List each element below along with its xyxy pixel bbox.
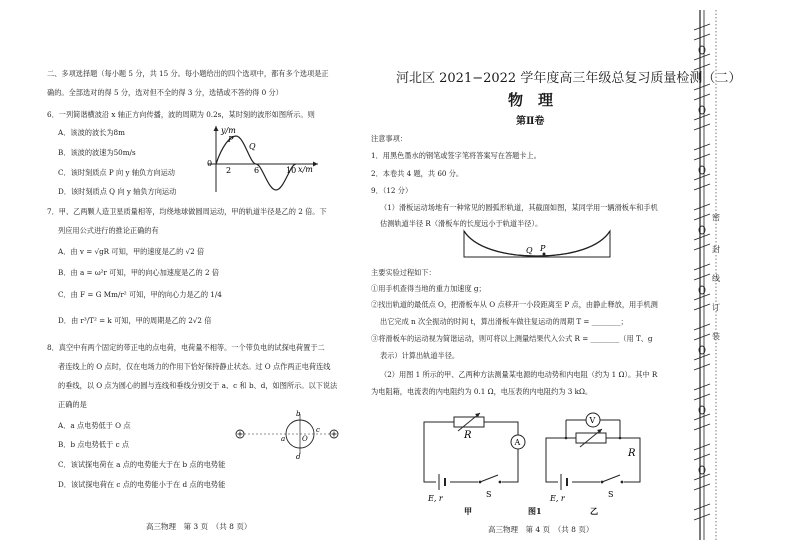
tick-6: 6 (254, 166, 260, 175)
resistor-label-jia: R (464, 430, 472, 441)
q7-option-b: B．由 a = ω²r 可知，甲的向心加速度是乙的 2 倍 (58, 268, 220, 277)
binding-char-xian: 线 (712, 274, 720, 283)
circuit-jia (418, 408, 526, 518)
q7-option-c: C．由 F = G Mm/r² 可知，甲的向心力是乙的 1/4 (58, 290, 222, 299)
point-b-label: b (296, 410, 301, 418)
q9-part1-text: （1）滑板运动场地有一种常见的圆弧形轨道，其截面如图，某同学用一辆滑板车和手机 (380, 203, 658, 212)
q6-option-c: C．该时刻质点 P 向 y 轴负方向运动 (58, 168, 175, 177)
q9-header: 9．（12 分） (371, 186, 413, 195)
binding-decoration (688, 0, 794, 550)
point-d-label: d (296, 453, 301, 460)
steps-header: 主要实验过程如下： (371, 268, 436, 277)
switch-label-jia: S (486, 490, 492, 499)
binding-char-zhuang: 装 (712, 332, 720, 341)
q8-option-c: C．该试探电荷在 a 点的电势能大于在 b 点的电势能 (58, 460, 226, 469)
circuit-yi-name: 乙 (590, 506, 598, 516)
binding-char-mi: 密 (712, 213, 720, 222)
source-label-jia: E, r (428, 494, 443, 503)
step-1: ①用手机查得当地的重力加速度 g； (371, 284, 486, 293)
tick-2: 2 (226, 166, 232, 175)
point-p-track-label: P (540, 244, 546, 253)
q9-part2-text-cont: 为电阻箱，电流表的内电阻约为 0.1 Ω，电压表的内电阻约为 3 kΩ。 (371, 387, 593, 396)
binding-margin (688, 0, 794, 550)
step-3: ③将滑板车的运动视为简谐运动，则可将以上测量结果代入公式 R = ________（用 T、g (371, 334, 653, 343)
right-page-footer: 高三物理 第 4 页 （共 8 页） (488, 525, 594, 534)
left-page-footer: 高三物理 第 3 页 （共 8 页） (146, 522, 252, 531)
section-header-cont: 确的。全部选对的得 5 分，选对但不全的得 3 分，选错或不答的得 0 分） (47, 88, 283, 97)
binding-char-feng: 封 (712, 245, 720, 254)
q9-part1-text-cont: 估测轨道半径 R（滑板车的长度远小于轨道半径）。 (380, 219, 543, 228)
step-3-cont: 表示）计算出轨道半径。 (380, 351, 460, 360)
notes-header: 注意事项： (371, 134, 407, 143)
q8-option-a: A．a 点电势低于 O 点 (58, 421, 131, 430)
q6-stem: 6．一列简谐横波沿 x 轴正方向传播，波的周期为 0.2s，某时刻的波形如图所示。则 (47, 110, 315, 119)
switch-label-yi: S (608, 490, 614, 499)
q8-stem-cont-2: 的垂线，以 O 点为圆心的圆与连线和垂线分别交于 a、c 和 b、d，如图所示。以下说法 (58, 381, 338, 390)
q8-stem: 8．真空中有两个固定的带正电的点电荷，电荷量不相等。一个带负电的试探电荷置于二 (47, 343, 325, 352)
y-axis-label: y/m (221, 126, 236, 135)
step-2: ②找出轨道的最低点 O，把滑板车从 O 点移开一小段距离至 P 点，由静止释放，用手机测 (371, 300, 658, 309)
source-label-yi: E, r (550, 494, 565, 503)
circuit-jia-name: 甲 (464, 506, 472, 516)
q9-part2-text: （2）用图 1 所示的甲、乙两种方法测量某电源的电动势和内电阻（约为 1 Ω）。其中 R (380, 370, 658, 379)
point-a-label: a (281, 435, 286, 443)
volume-title: 第Ⅱ卷 (516, 116, 545, 127)
tick-10: 10 (286, 166, 297, 175)
point-c-label: c (316, 426, 320, 434)
circuit-yi (540, 408, 652, 518)
section-header: 二、多项选择题（每小题 5 分，共 15 分。每小题给出的四个选项中，都有多个选项是正 (47, 69, 329, 78)
resistor-label-yi: R (628, 448, 636, 459)
q7-option-d: D．由 r³/T² = k 可知，甲的周期是乙的 2√2 倍 (58, 316, 212, 325)
exam-title: 河北区 2021−2022 学年度高三年级总复习质量检测（二） (396, 71, 742, 86)
x-axis-label: x/m (298, 165, 313, 174)
binding-char-ding: 订 (712, 303, 720, 312)
q7-stem: 7．甲、乙两颗人造卫星质量相等，均绕地球做圆周运动，甲的轨道半径是乙的 2 倍。下 (47, 207, 327, 216)
q6-wave-graph (200, 122, 325, 194)
voltmeter-label: V (589, 416, 596, 425)
point-q-track-label: Q (526, 246, 533, 255)
q8-option-d: D．该试探电荷在 c 点的电势能小于在 d 点的电势能 (58, 480, 226, 489)
q7-stem-cont: 列应用公式进行的推论正确的有 (58, 226, 159, 235)
arc-track-diagram (462, 229, 612, 264)
note-1: 1．用黑色墨水的钢笔或签字笔将答案写在答题卡上。 (371, 151, 541, 160)
figure-1-caption: 图1 (528, 506, 542, 516)
q8-charges-diagram (232, 408, 342, 460)
point-p-label: P (228, 135, 234, 144)
q7-option-a: A．由 v = √gR 可知，甲的速度是乙的 √2 倍 (58, 247, 205, 256)
note-2: 2．本卷共 4 题，共 60 分。 (371, 169, 464, 178)
ammeter-label: A (514, 438, 521, 447)
origin-label: 0 (207, 159, 213, 168)
q8-stem-cont-1: 者连线上的 O 点时，仅在电场力的作用下恰好保持静止状态。过 O 点作两正电荷连线 (58, 362, 331, 371)
q6-option-a: A．该波的波长为8m (58, 128, 125, 137)
q6-option-b: B．该波的波速为50m/s (58, 148, 136, 157)
point-o-label: O (302, 435, 308, 443)
step-2-cont: 出它完成 n 次全振动的时间 t，算出滑板车做往复运动的周期 T = ________； (380, 317, 628, 326)
point-q-label: Q (249, 142, 256, 151)
subject-title: 物 理 (508, 91, 554, 109)
q8-option-b: B．b 点电势低于 c 点 (58, 440, 130, 449)
q8-stem-cont-3: 正确的是 (58, 400, 87, 409)
q6-option-d: D．该时刻质点 Q 向 y 轴负方向运动 (58, 187, 177, 196)
